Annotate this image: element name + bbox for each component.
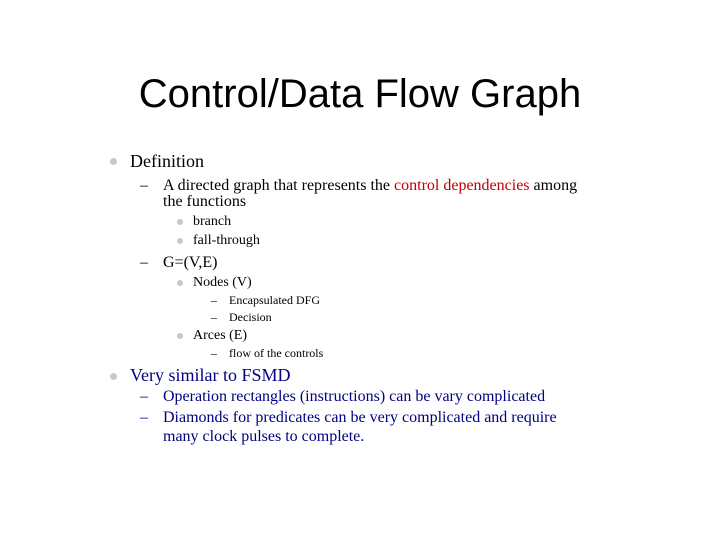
bullet-dot [177,333,183,339]
item-flow-of-controls: flow of the controls [229,346,324,360]
bullet-dot [177,280,183,286]
dash: – [211,293,217,307]
definition-text-end: among [529,177,578,194]
bullet-dot [177,238,183,244]
dash: – [211,310,217,324]
bullet-dot [110,158,117,165]
dash: – [211,346,217,360]
fsmd-label: Very similar to FSMD [130,365,291,385]
item-fall-through: fall-through [193,233,260,248]
definition-label: Definition [130,151,204,171]
nodes-label: Nodes (V) [193,275,252,290]
item-branch: branch [193,214,232,229]
slide-title: Control/Data Flow Graph [138,72,582,116]
diamonds-text: Diamonds for predicates can be very complicated and require [163,409,557,426]
operation-rectangles-text: Operation rectangles (instructions) can be vary complicated [163,388,546,405]
diamonds-text-line2: many clock pulses to complete. [163,428,365,445]
graph-definition: G=(V,E) [163,254,218,271]
arces-label: Arces (E) [193,328,248,343]
bullet-dot [177,219,183,225]
item-decision: Decision [229,310,272,324]
dash: – [140,388,148,405]
dash: – [140,177,148,194]
item-encapsulated-dfg: Encapsulated DFG [229,293,320,307]
dash: – [140,409,148,426]
bullet-dot [110,373,117,380]
dash: – [140,254,148,271]
definition-text-start: A directed graph that represents the [163,177,395,194]
control-dependencies-highlight: control dependencies [394,177,530,194]
definition-text-line2: the functions [163,193,247,210]
